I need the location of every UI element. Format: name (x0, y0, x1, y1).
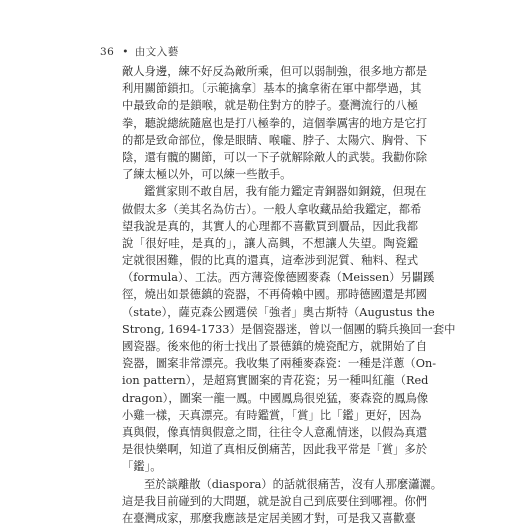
text-line: 至於談離散（diaspora）的話就很痛苦，沒有人那麼瀟灑。 (122, 476, 418, 493)
text-line: 敵人身邊，練不好反為敵所乘，但可以弱制強，很多地方都是 (122, 63, 418, 80)
paragraph (122, 476, 418, 527)
text-line: 國瓷器。後來他的術士找出了景德鎮的燒瓷配方，就開始了自 (122, 338, 418, 355)
text-line: 利用關節鎖扣。〔示範擒拿〕基本的擒拿術在軍中都學過，其 (122, 80, 418, 97)
text-line: （state），薩克森公國選侯「強者」奧古斯特（Augustus the (122, 304, 418, 321)
text-line: 做假太多（美其名為仿古）。一般人拿收藏品給我鑑定，都希 (122, 201, 418, 218)
text-line: ion pattern），是超寫實圖案的青花瓷；另一種叫紅龍（Red (122, 372, 418, 389)
text-line: 「鑑」。 (122, 458, 418, 475)
text-line: 了練太極以外，可以練一些散手。 (122, 166, 418, 183)
paragraph (122, 63, 418, 183)
text-line: 陰，還有髖的關節，可以一下子就解除敵人的武裝。我勸你除 (122, 149, 418, 166)
text-line: 在臺灣成家，那麼我應該是定居美國才對，可是我又喜歡臺 (122, 510, 418, 527)
running-header (100, 44, 179, 59)
text-line: dragon），圖案一龍一鳳。中國鳳鳥很兇猛，麥森瓷的鳳鳥像 (122, 390, 418, 407)
text-line: 鑑賞家則不敢自居，我有能力鑑定青銅器如銅鏡，但現在 (122, 183, 418, 200)
page-number: 36 (100, 46, 114, 58)
text-line: 這是我目前碰到的大問題，就是說自己到底要住到哪裡。你們 (122, 493, 418, 510)
text-line: 小雞一樣，天真漂亮。有時鑑賞，「賞」比「鑑」更好，因為 (122, 407, 418, 424)
header-separator: • (122, 46, 129, 58)
text-line: 是很快樂啊，知道了真相反倒痛苦，因此我平常是「賞」多於 (122, 441, 418, 458)
body-text (122, 63, 418, 527)
text-line: 拳，聽說總統隨扈也是打八極拳的，這個拳厲害的地方是它打 (122, 115, 418, 132)
text-line: 中最致命的是鎖喉，就是勒住對方的脖子。臺灣流行的八極 (122, 97, 418, 114)
text-line: 的都是致命部位，像是眼睛、喉嚨、脖子、太陽穴、胸骨、下 (122, 132, 418, 149)
text-line: 說「很好哇，是真的」，讓人高興，不想讓人失望。陶瓷鑑 (122, 235, 418, 252)
text-line: 瓷器，圖案非常漂亮。我收集了兩種麥森瓷：一種是洋蔥（On- (122, 355, 418, 372)
book-title: 由文入藝 (135, 46, 179, 58)
text-line: （formula）、工法。西方薄瓷像德國麥森（Meissen）另闢蹊 (122, 269, 418, 286)
paragraph (122, 183, 418, 475)
text-line: 真與假，像真情與假意之間，往往令人意亂情迷，以假為真還 (122, 424, 418, 441)
text-line: Strong, 1694-1733）是個瓷器迷，曾以一個團的騎兵換回一套中 (122, 321, 418, 338)
text-line: 望我說是真的，其實人的心理都不喜歡買到贗品，因此我都 (122, 218, 418, 235)
text-line: 徑，燒出如景德鎮的瓷器，不再倚賴中國。那時德國還是邦國 (122, 286, 418, 303)
text-line: 定就很困難，假的比真的還真，這牽涉到泥質、釉料、程式 (122, 252, 418, 269)
